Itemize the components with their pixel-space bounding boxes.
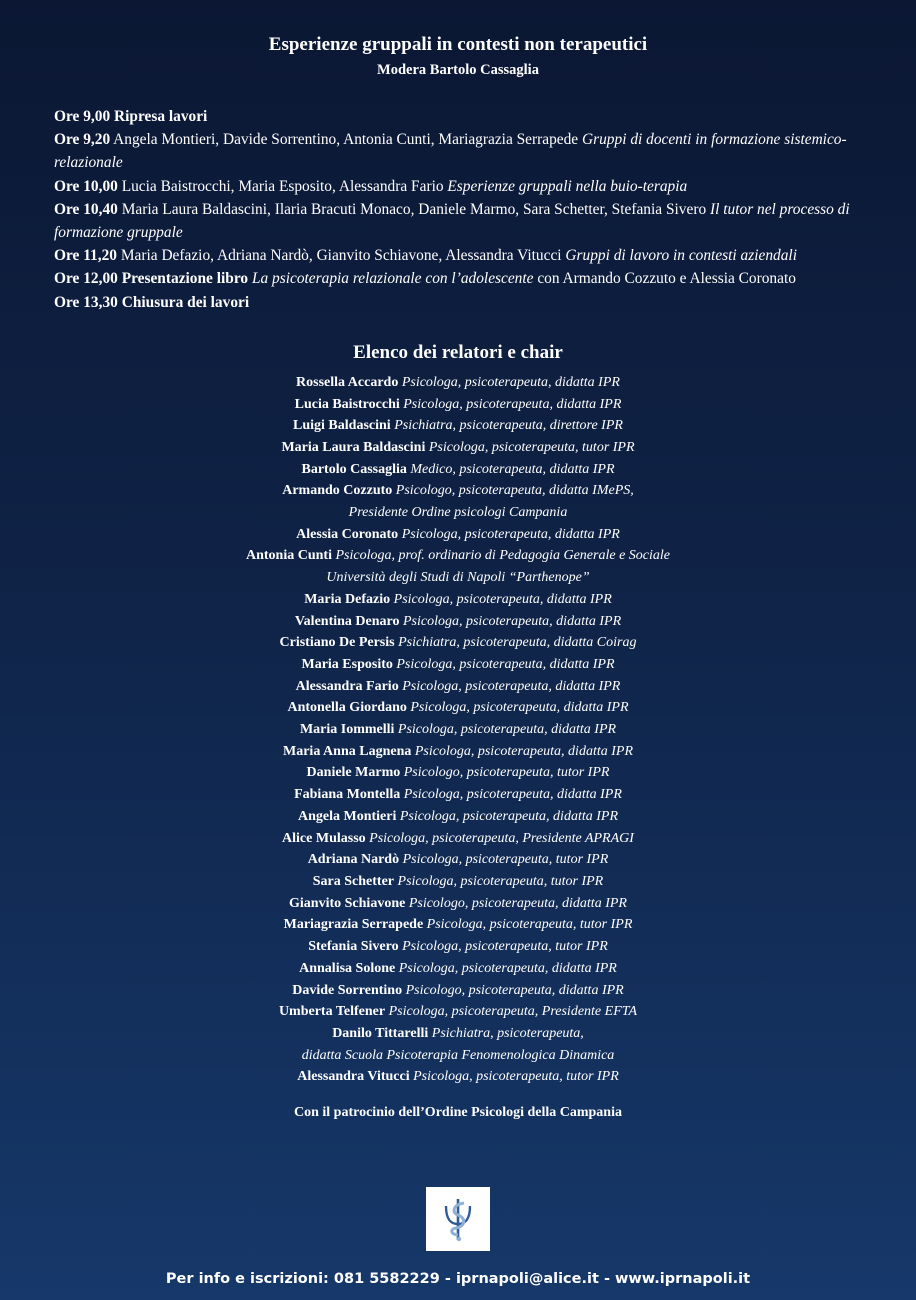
speaker-name: Lucia Baistrocchi: [294, 396, 400, 412]
program-italic: Gruppi di docenti in formazione sistemico-relazionale: [54, 131, 847, 172]
program-text: Maria Defazio, Adriana Nardò, Gianvito Schiavone, Alessandra Vitucci: [120, 247, 566, 265]
speaker-role: Psicologa, prof. ordinario di Pedagogia Generale e Sociale: [335, 548, 670, 564]
program-time: Ore 11,20: [54, 247, 117, 265]
speaker-role: Psicologa, psicoterapeuta, didatta IPR: [414, 743, 633, 759]
program-tail: con Armando Cozzuto e Alessia Coronato: [533, 270, 796, 288]
speaker-entry: [0, 784, 916, 806]
speaker-entry: [0, 1066, 916, 1088]
speaker-name: Armando Cozzuto: [282, 483, 393, 499]
session-header: [0, 0, 916, 81]
program-item: [54, 105, 874, 128]
speaker-role: Psicologa, psicoterapeuta, didatta IPR: [396, 656, 615, 672]
program-strong: Chiusura dei lavori: [121, 293, 250, 311]
speaker-entry: [0, 654, 916, 676]
speaker-name: Cristiano De Persis: [279, 635, 395, 651]
program-time: Ore 9,00: [54, 108, 111, 125]
speaker-role: Psicologa, psicoterapeuta, Presidente APRAGI: [369, 830, 634, 846]
speaker-role: Psicologa, psicoterapeuta, didatta IPR: [402, 613, 622, 629]
program-item: [54, 128, 874, 174]
speaker-entry: [0, 1001, 916, 1023]
speaker-role: Psicologa, psicoterapeuta, didatta IPR: [401, 374, 620, 390]
speakers-title: Elenco dei relatori e chair: [353, 341, 563, 363]
program-item: [54, 291, 874, 314]
speaker-entry: [0, 632, 916, 654]
speaker-entry: [0, 697, 916, 719]
speaker-name: Alessandra Fario: [295, 678, 399, 694]
speaker-entry: [0, 524, 916, 546]
speaker-entry: [0, 849, 916, 871]
speaker-name: Stefania Sivero: [308, 939, 399, 955]
speaker-name: Maria Esposito: [301, 656, 393, 672]
speaker-role: Psicologa, psicoterapeuta, didatta IPR: [398, 960, 617, 976]
speaker-name: Angela Montieri: [297, 808, 397, 824]
speaker-role: Psicologa, psicoterapeuta, tutor IPR: [413, 1069, 619, 1085]
speaker-entry: [0, 480, 916, 502]
speaker-entry: [0, 914, 916, 936]
speaker-entry: [0, 828, 916, 850]
speaker-entry: [0, 936, 916, 958]
program-item: [54, 175, 874, 198]
program-time: Ore 10,00: [54, 177, 118, 195]
speaker-name: Alessandra Vitucci: [297, 1069, 410, 1085]
speaker-name: Maria Anna Lagnena: [283, 743, 412, 759]
speaker-entry: [0, 589, 916, 611]
speaker-role: Psicologo, psicoterapeuta, didatta IMePS,: [395, 483, 634, 499]
program-italic: Esperienze gruppali nella buio-terapia: [447, 177, 688, 195]
program-strong: Presentazione libro: [121, 270, 252, 288]
speaker-name: Fabiana Montella: [294, 787, 401, 803]
speaker-role: Psichiatra, psicoterapeuta, direttore IPR: [394, 418, 623, 434]
speaker-name: Umberta Telfener: [278, 1004, 386, 1020]
speaker-role: Psicologa, psicoterapeuta, didatta IPR: [397, 722, 617, 738]
session-moderator: Modera Bartolo Cassaglia: [377, 62, 539, 78]
speaker-name: Gianvito Schiavone: [289, 895, 406, 911]
speaker-role: Psicologa, psicoterapeuta, didatta IPR: [403, 787, 622, 803]
speaker-role-continued: Università degli Studi di Napoli “Parthenope”: [326, 570, 590, 586]
speaker-entry: [0, 958, 916, 980]
speaker-role-continued: Presidente Ordine psicologi Campania: [348, 505, 568, 521]
speaker-name: Adriana Nardò: [307, 852, 400, 868]
speaker-entry: [0, 719, 916, 741]
speaker-entry: [0, 415, 916, 437]
speaker-name: Maria Defazio: [304, 591, 391, 607]
speaker-role: Psicologa, psicoterapeuta, tutor IPR: [397, 874, 604, 889]
speaker-name: Alice Mulasso: [282, 830, 366, 846]
speaker-role: Psicologa, psicoterapeuta, didatta IPR: [402, 678, 621, 694]
program-text: Angela Montieri, Davide Sorrentino, Antonia Cunti, Mariagrazia Serrapede: [113, 131, 582, 149]
speaker-role: Psicologa, psicoterapeuta, didatta IPR: [399, 808, 618, 824]
speaker-role: Medico, psicoterapeuta, didatta IPR: [410, 461, 615, 477]
speaker-entry: [0, 545, 916, 567]
speaker-role: Psicologa, psicoterapeuta, tutor IPR: [402, 852, 609, 868]
speaker-name: Danilo Tittarelli: [332, 1025, 429, 1041]
program-time: Ore 13,30: [54, 293, 118, 311]
speaker-entry: [0, 611, 916, 633]
session-title: Esperienze gruppali in contesti non terapeutici: [268, 34, 648, 55]
speaker-entry: [0, 372, 916, 394]
speaker-role: Psicologa, psicoterapeuta, tutor IPR: [426, 917, 633, 933]
contact-footer: Per info e iscrizioni: 081 5582229 - iprnapoli@alice.it - www.iprnapoli.it: [165, 1271, 751, 1287]
speaker-entry: [0, 871, 916, 893]
speakers-list: [0, 372, 916, 1088]
speaker-name: Davide Sorrentino: [292, 982, 403, 998]
program-italic: Gruppi di lavoro in contesti aziendali: [565, 247, 797, 265]
speaker-role: Psicologa, psicoterapeuta, tutor IPR: [402, 939, 608, 955]
speaker-name: Maria Iommelli: [299, 722, 395, 738]
program-schedule: [54, 105, 874, 314]
speaker-role: Psicologa, psicoterapeuta, didatta IPR: [393, 591, 612, 607]
speaker-name: Alessia Coronato: [296, 526, 399, 542]
program-item: [54, 198, 874, 244]
speaker-role: Psicologo, psicoterapeuta, didatta IPR: [405, 982, 624, 998]
speaker-entry: [0, 1023, 916, 1045]
speaker-role: Psicologa, psicoterapeuta, tutor IPR: [428, 439, 635, 455]
speaker-name: Mariagrazia Serrapede: [283, 917, 424, 933]
speaker-name: Daniele Marmo: [306, 765, 401, 781]
speaker-role: Psicologa, psicoterapeuta, didatta IPR: [403, 396, 622, 412]
speaker-role: Psicologa, psicoterapeuta, didatta IPR: [401, 526, 620, 542]
speaker-entry: [0, 459, 916, 481]
program-time: Ore 9,20: [54, 131, 111, 149]
speaker-name: Maria Laura Baldascini: [281, 439, 426, 455]
speaker-role: Psicologa, psicoterapeuta, Presidente EFTA: [388, 1004, 638, 1020]
program-item: [54, 267, 874, 290]
speaker-role: Psichiatra, psicoterapeuta,: [431, 1025, 584, 1041]
program-strong: Ripresa lavori: [114, 108, 208, 125]
speaker-role: Psicologo, psicoterapeuta, tutor IPR: [403, 765, 610, 781]
program-time: Ore 12,00: [54, 270, 118, 288]
speaker-role: Psicologa, psicoterapeuta, didatta IPR: [410, 700, 629, 716]
psychology-psi-logo-icon: [435, 1194, 481, 1244]
speaker-name: Rossella Accardo: [296, 374, 399, 390]
program-italic: La psicoterapia relazionale con l’adolescente: [251, 270, 534, 288]
speaker-entry: [0, 980, 916, 1002]
speaker-name: Bartolo Cassaglia: [301, 461, 407, 477]
speaker-entry: [0, 437, 916, 459]
speaker-entry: [0, 394, 916, 416]
speaker-entry: [0, 893, 916, 915]
speaker-name: Antonia Cunti: [246, 548, 332, 564]
speaker-name: Sara Schetter: [312, 874, 395, 889]
speaker-role: Psichiatra, psicoterapeuta, didatta Coirag: [398, 635, 637, 651]
speaker-role: Psicologo, psicoterapeuta, didatta IPR: [408, 895, 627, 911]
program-text: Maria Laura Baldascini, Ilaria Bracuti Monaco, Daniele Marmo, Sara Schetter, Stefania Sivero: [121, 200, 710, 218]
speaker-name: Antonella Giordano: [287, 700, 407, 716]
program-time: Ore 10,40: [54, 200, 118, 218]
patronage-note: Con il patrocinio dell’Ordine Psicologi della Campania: [294, 1105, 622, 1121]
speaker-entry: [0, 741, 916, 763]
speaker-name: Annalisa Solone: [299, 960, 396, 976]
speaker-role-continued: didatta Scuola Psicoterapia Fenomenologica Dinamica: [301, 1047, 615, 1063]
program-item: [54, 244, 874, 267]
patronage-logo: [426, 1187, 490, 1251]
speaker-entry: [0, 676, 916, 698]
speaker-name: Valentina Denaro: [294, 613, 400, 629]
speaker-entry: [0, 762, 916, 784]
speaker-name: Luigi Baldascini: [293, 418, 391, 434]
program-italic: Il tutor nel processo di formazione gruppale: [54, 200, 850, 242]
program-text: Lucia Baistrocchi, Maria Esposito, Alessandra Fario: [121, 177, 448, 195]
speaker-entry: [0, 806, 916, 828]
